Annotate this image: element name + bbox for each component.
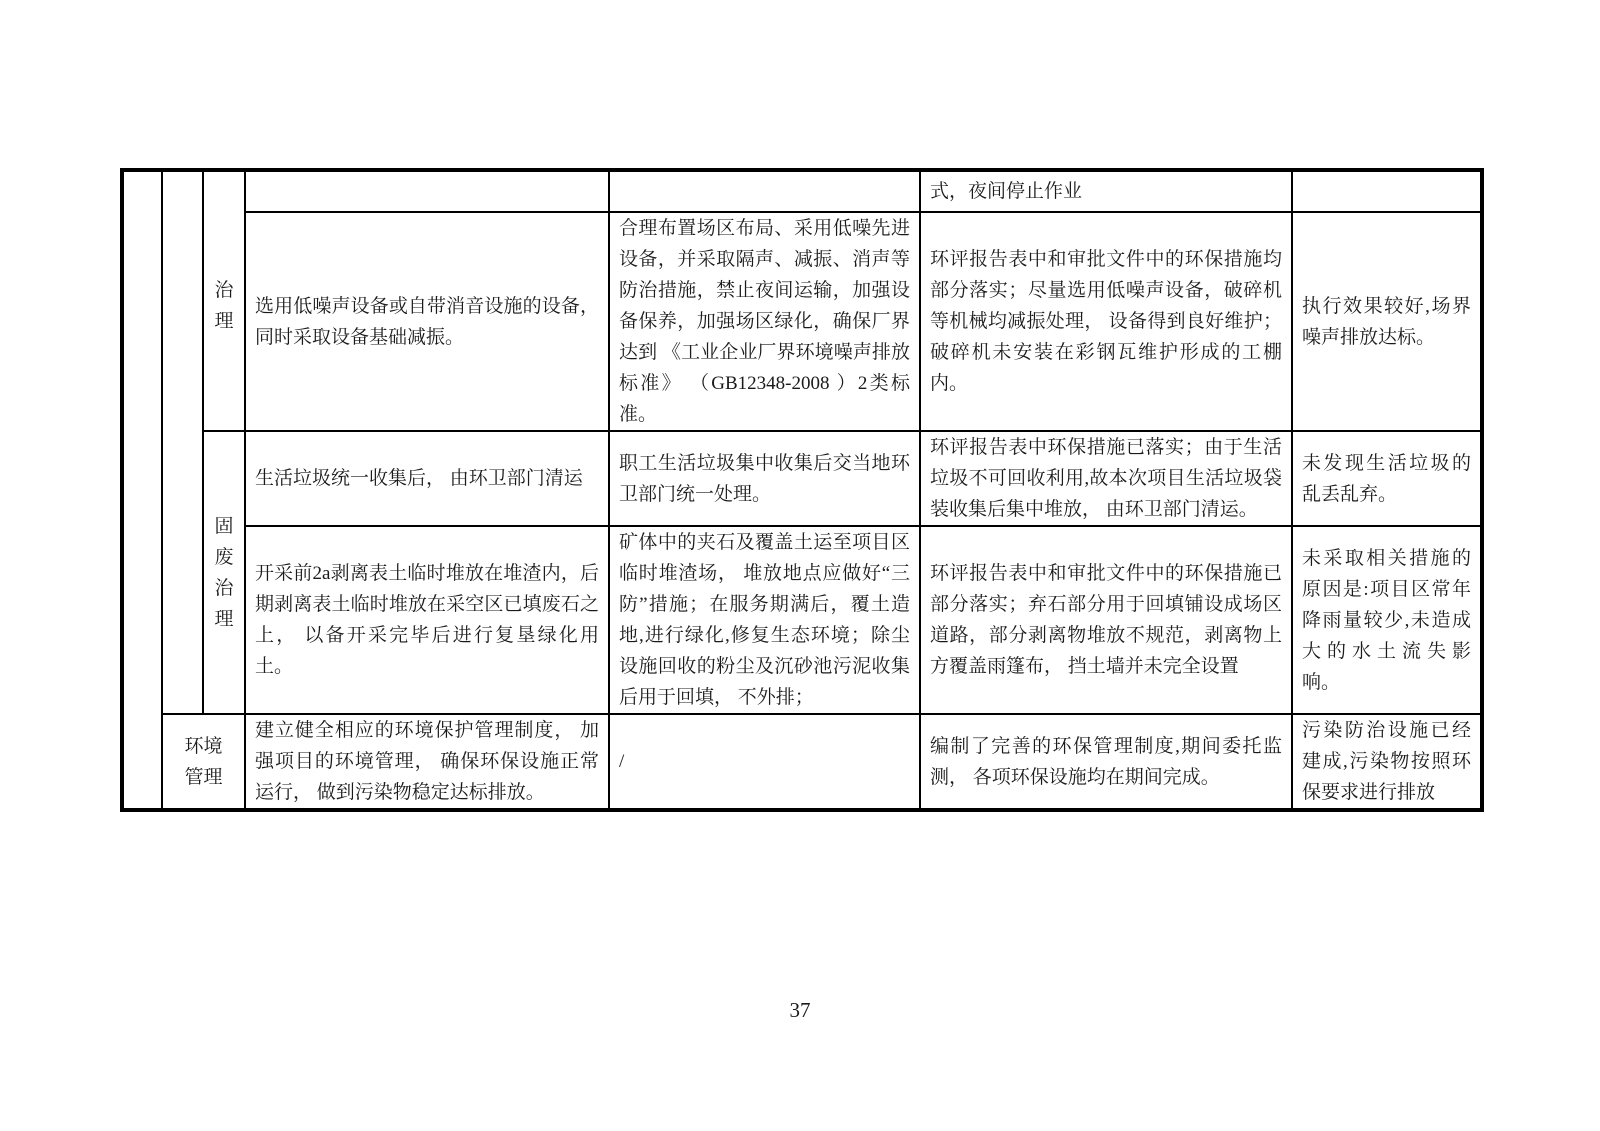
cell-env-effect: 污染防治设施已经建成,污染物按照环保要求进行排放 xyxy=(1292,714,1482,810)
cell-topsoil-impl-status: 环评报告表中和审批文件中的环保措施已部分落实；弃石部分用于回填铺设成场区道路，部分剥离物堆放不规范，剥离物上方覆盖雨篷布， 挡土墙并未完全设置 xyxy=(920,526,1292,714)
table-row xyxy=(122,170,1482,212)
cell-env-measure: 建立健全相应的环境保护管理制度， 加强项目的环境管理， 确保环保设施正常运行， 做到污染物稳定达标排放。 xyxy=(245,714,609,810)
label-solid-waste: 固废治理 xyxy=(214,515,234,630)
table-row xyxy=(122,526,1482,714)
cell-env-impl-status: 编制了完善的环保管理制度,期间委托监测， 各项环保设施均在期间完成。 xyxy=(920,714,1292,810)
cell-continued-effect xyxy=(1292,170,1482,212)
cell-continued-impl-status: 式，夜间停止作业 xyxy=(920,170,1292,212)
cell-topsoil-effect: 未采取相关措施的原因是:项目区常年降雨量较少,未造成大的水土流失影响。 xyxy=(1292,526,1482,714)
label-env-management: 环境管理 xyxy=(184,735,223,788)
cell-outer-category xyxy=(122,170,162,810)
cell-label-env-management xyxy=(162,714,245,810)
cell-noise-detail: 合理布置场区布局、采用低噪先进设备，并采取隔声、减振、消声等防治措施，禁止夜间运输，加强设备保养，加强场区绿化，确保厂界达到 《工业企业厂界环境噪声排放标准》 （GB12348-2008 ）2类标准。 xyxy=(609,212,920,431)
table-row xyxy=(122,714,1482,810)
cell-topsoil-measure: 开采前2a剥离表土临时堆放在堆渣内，后期剥离表土临时堆放在采空区已填废石之上， 以备开采完毕后进行复垦绿化用土。 xyxy=(245,526,609,714)
cell-noise-measure: 选用低噪声设备或自带消音设施的设备，同时采取设备基础减振。 xyxy=(245,212,609,431)
cell-noise-impl-status: 环评报告表中和审批文件中的环保措施均部分落实；尽量选用低噪声设备，破碎机等机械均减振处理， 设备得到良好维护；破碎机未安装在彩钢瓦维护形成的工棚内。 xyxy=(920,212,1292,431)
cell-noise-effect: 执行效果较好,场界噪声排放达标。 xyxy=(1292,212,1482,431)
cell-label-solid-waste xyxy=(203,431,245,714)
cell-continued-detail xyxy=(609,170,920,212)
cell-garbage-measure: 生活垃圾统一收集后， 由环卫部门清运 xyxy=(245,431,609,526)
cell-topsoil-detail: 矿体中的夹石及覆盖土运至项目区临时堆渣场， 堆放地点应做好“三防”措施；在服务期满后，覆土造地,进行绿化,修复生态环境；除尘设施回收的粉尘及沉砂池污泥收集后用于回填， 不外排； xyxy=(609,526,920,714)
environmental-measures-table xyxy=(120,168,1484,812)
cell-garbage-effect: 未发现生活垃圾的乱丢乱弃。 xyxy=(1292,431,1482,526)
page-number: 37 xyxy=(789,998,811,1022)
table-row xyxy=(122,431,1482,526)
cell-garbage-impl-status: 环评报告表中环保措施已落实；由于生活垃圾不可回收利用,故本次项目生活垃圾袋装收集后集中堆放， 由环卫部门清运。 xyxy=(920,431,1292,526)
label-noise-treatment: 治理 xyxy=(214,279,234,332)
cell-label-noise-treatment xyxy=(203,170,245,431)
cell-category-spacer xyxy=(162,170,203,714)
cell-garbage-detail: 职工生活垃圾集中收集后交当地环卫部门统一处理。 xyxy=(609,431,920,526)
table-row xyxy=(122,212,1482,431)
cell-continued-measure xyxy=(245,170,609,212)
cell-env-detail: / xyxy=(609,714,920,810)
